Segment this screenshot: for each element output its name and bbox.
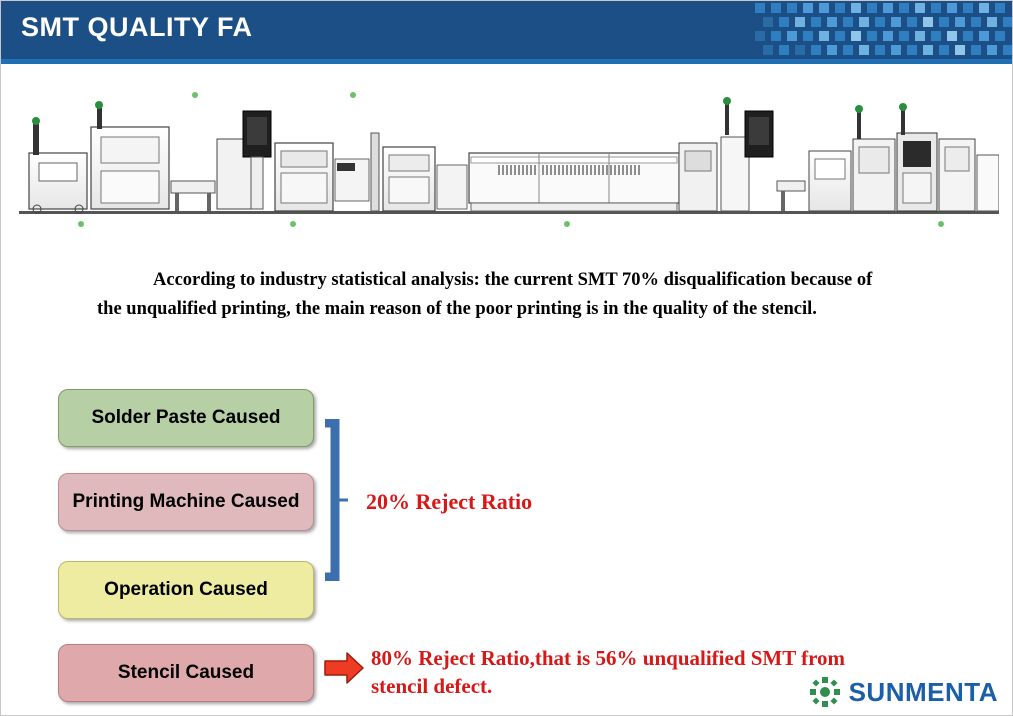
cause-box-printing-machine[interactable] xyxy=(58,473,314,531)
header-accent-bar xyxy=(1,59,1013,64)
cause-box-solder-paste[interactable] xyxy=(58,389,314,447)
cause-box-label: Operation Caused xyxy=(104,579,268,601)
cause-box-label: Solder Paste Caused xyxy=(91,407,281,429)
bracket-annotation-label: 20% Reject Ratio xyxy=(366,489,533,514)
slide-header xyxy=(1,1,1013,59)
grouping-bracket xyxy=(321,419,349,581)
cause-box-stencil[interactable] xyxy=(58,644,314,702)
intro-paragraph xyxy=(97,266,897,323)
cause-box-label: Printing Machine Caused xyxy=(72,491,300,513)
paragraph-text: According to industry statistical analysis: the current SMT 70% disqualification because of the unqualified printing, the main reason of the poor printing is in the quality of the stencil. xyxy=(97,270,873,319)
arrow-annotation-label: 80% Reject Ratio,that is 56% unqualified SMT from stencil defect. xyxy=(371,646,846,699)
cause-box-label: Stencil Caused xyxy=(117,662,255,684)
sunmenta-mark-icon xyxy=(808,675,842,709)
logo-text: SUNMENTA xyxy=(848,676,998,707)
page-title: SMT QUALITY FA xyxy=(21,12,253,42)
header-dot-pattern-decoration xyxy=(749,1,1013,59)
right-arrow-icon xyxy=(323,651,365,685)
smt-line-illustration xyxy=(19,81,999,231)
company-logo xyxy=(808,675,998,709)
cause-box-operation[interactable] xyxy=(58,561,314,619)
